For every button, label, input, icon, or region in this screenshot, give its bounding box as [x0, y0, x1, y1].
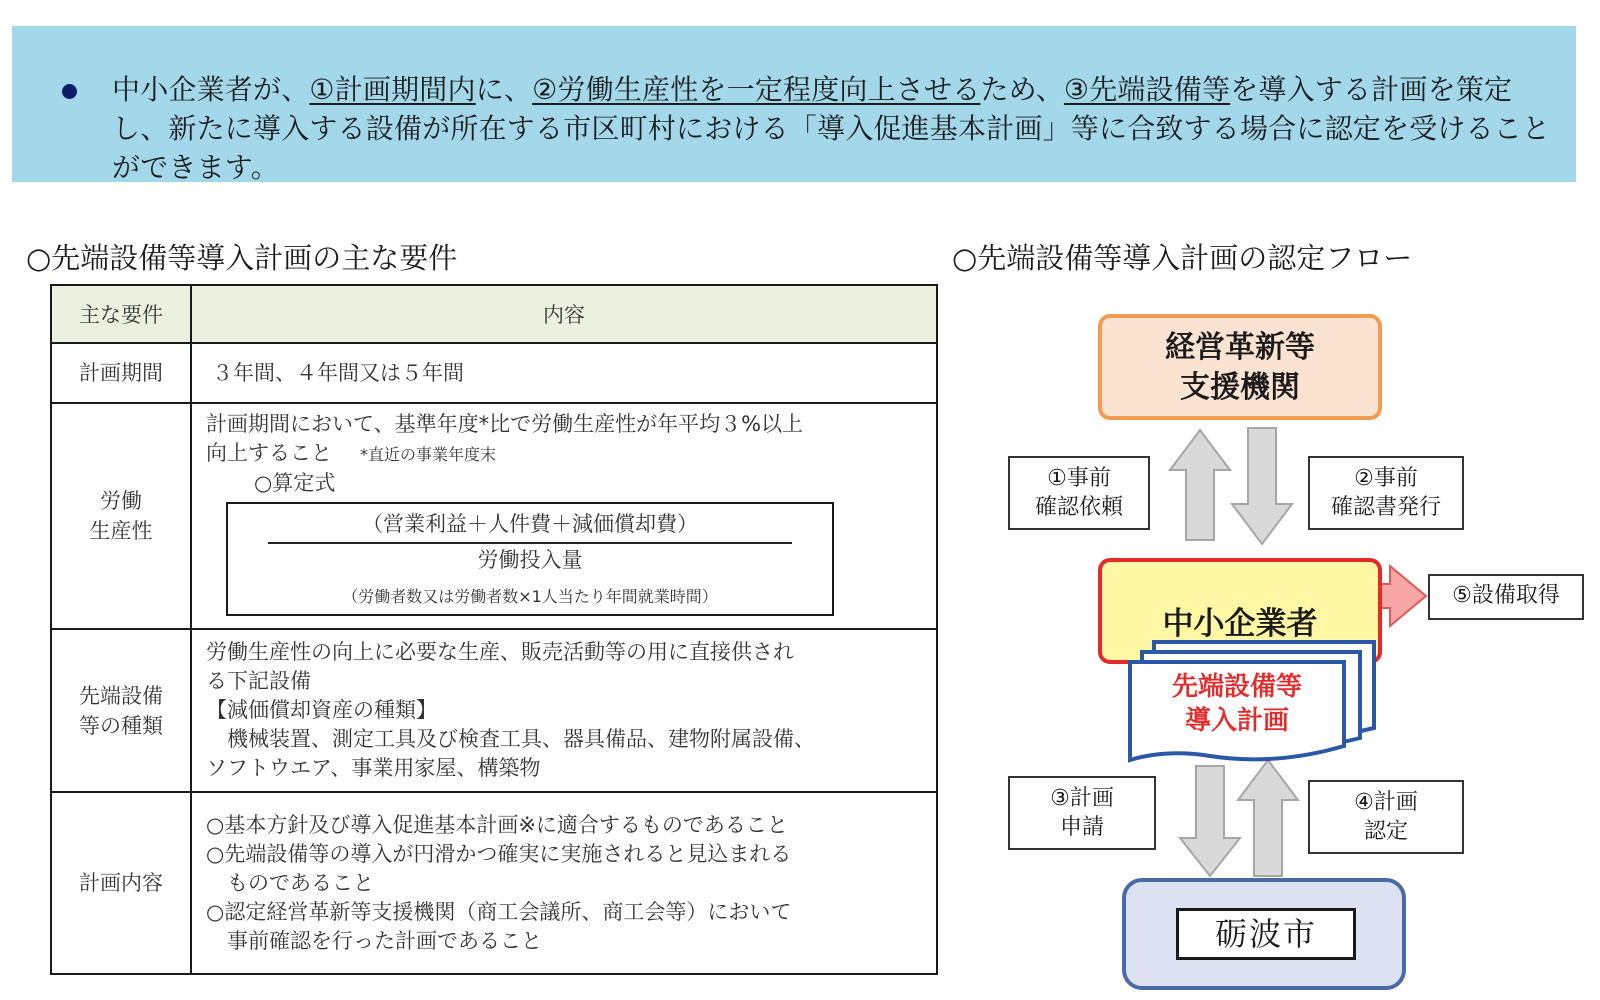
step-line: ①事前: [1047, 466, 1111, 491]
label-line: 労働: [100, 489, 142, 513]
content-line: 機械装置、測定工具及び検査工具、器具備品、建物附属設備、: [206, 727, 815, 751]
step2-label: [1308, 456, 1464, 530]
content-line: 【減価償却資産の種類】: [206, 698, 437, 722]
plan-line: 導入計画: [1184, 706, 1289, 736]
flow-title: ○先端設備等導入計画の認定フロー: [952, 241, 1413, 275]
footnote: *直近の事業年度末: [360, 445, 497, 464]
summary-part: に、: [475, 73, 533, 106]
plan-line: 先端設備等: [1171, 672, 1302, 702]
summary-underlined-equipment: ③先端設備等: [1063, 73, 1231, 106]
label-line: 等の種類: [79, 713, 163, 738]
content-line: 計画期間において、基準年度*比で労働生産性が年平均３%以上: [206, 412, 804, 436]
step-line: 申請: [1059, 815, 1104, 840]
step1-label: [1008, 456, 1150, 530]
label-line: 生産性: [89, 519, 153, 543]
content-line: 労働生産性の向上に必要な生産、販売活動等の用に直接供され: [206, 640, 794, 664]
support-line: 経営革新等: [1165, 330, 1315, 365]
sme-label: 中小企業者: [1162, 606, 1318, 642]
step-line: ②事前: [1354, 466, 1418, 491]
plan-document-label: [1130, 670, 1344, 738]
requirements-title: ○先端設備等導入計画の主な要件: [26, 241, 458, 275]
step4-label: [1308, 780, 1464, 854]
summary-underlined-period: ①計画期間内: [309, 73, 476, 106]
content-line: ○認定経営革新等支援機関（商工会議所、商工会等）において: [206, 899, 792, 924]
content-line: ソフトウエア、事業用家屋、構築物: [206, 756, 541, 780]
step-line: ④計画: [1354, 790, 1418, 815]
step5-label: ⑤設備取得: [1428, 574, 1584, 620]
step3-label: [1008, 776, 1156, 850]
support-line: 支援機関: [1180, 370, 1300, 405]
content-line: ものであること: [206, 870, 374, 895]
step-line: ③計画: [1050, 786, 1114, 811]
city-label: 砺波市: [1176, 908, 1356, 960]
formula-title: ○算定式: [254, 471, 336, 495]
city-box: [1122, 878, 1406, 990]
summary-part: を導入する計画を策定し、新たに導入する設備が所在する市区町村における「導入促進基本計画」等に合致する場合に認定を受けることができます。: [112, 73, 1551, 184]
formula-denominator-note: （労働者数又は労働者数×1人当たり年間就業時間）: [342, 587, 718, 606]
content-line: 事前確認を行った計画であること: [206, 928, 542, 953]
row-label-plan-period: 計画期間: [51, 343, 191, 403]
row-label-plan-content: 計画内容: [51, 792, 191, 974]
content-line: る下記設備: [206, 669, 311, 693]
content-text: 向上すること: [206, 441, 332, 465]
step-line: 確認依頼: [1034, 495, 1123, 520]
summary-part: ため、: [980, 73, 1064, 106]
content-line: ○基本方針及び導入促進基本計画※に適合するものであること: [206, 812, 788, 837]
row-content-plan-period: ３年間、４年間又は５年間: [191, 343, 937, 403]
formula-denominator: 労働投入量: [477, 548, 583, 572]
content-line: ○先端設備等の導入が円滑かつ確実に実施されると見込まれる: [206, 841, 792, 866]
header-content: 内容: [191, 285, 937, 343]
summary-underlined-productivity: ②労働生産性を一定程度向上させる: [532, 73, 981, 106]
label-line: 先端設備: [79, 683, 163, 708]
step-line: 確認書発行: [1330, 495, 1441, 520]
summary-part: 中小企業者が、: [112, 73, 310, 106]
header-requirement: 主な要件: [51, 285, 191, 343]
formula-numerator: （営業利益＋人件費＋減価償却費）: [362, 512, 698, 536]
step-line: 認定: [1363, 819, 1408, 844]
